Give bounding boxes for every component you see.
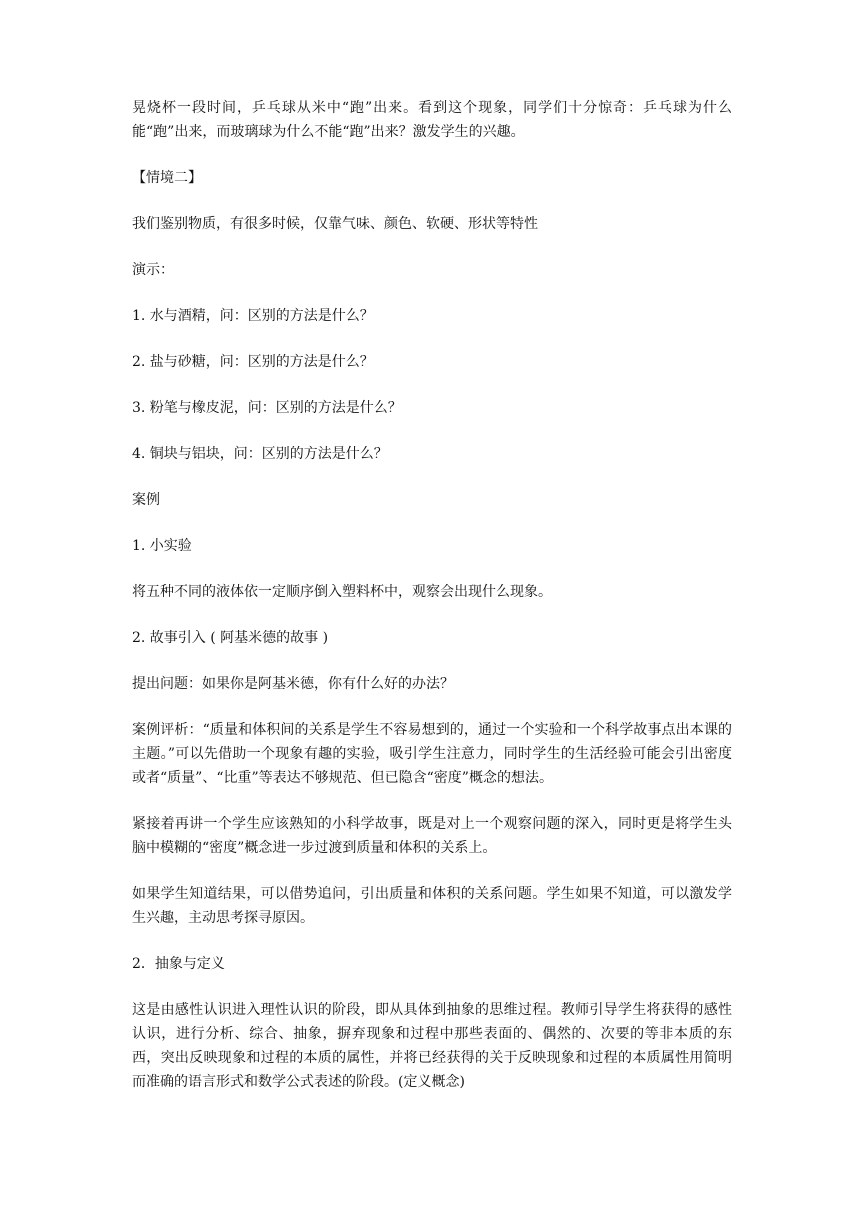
document-body: [132, 96, 732, 1094]
case-item-1-title: 1. 小实验: [132, 538, 192, 554]
case-item-2-question: 提出问题：如果你是阿基米德，你有什么好的办法？: [132, 676, 454, 692]
case-item-1-text: 将五种不同的液体依一定顺序倒入塑料杯中，观察会出现什么现象。: [132, 584, 552, 600]
demo-item-2: 2. 盐与砂糖，问：区别的方法是什么？: [132, 354, 374, 370]
demo-item-4: 4. 铜块与铝块，问：区别的方法是什么？: [132, 446, 388, 462]
case-heading: 案例: [132, 492, 160, 508]
student-knowledge-paragraph: 如果学生知道结果，可以借势追问，引出质量和体积的关系问题。学生如果不知道，可以激发学生兴趣，主动思考探寻原因。: [132, 886, 732, 926]
demo-item-3: 3. 粉笔与橡皮泥，问：区别的方法是什么？: [132, 400, 402, 416]
abstraction-paragraph: 这是由感性认识进入理性认识的阶段，即从具体到抽象的思维过程。教师引导学生将获得的感性认识，进行分析、综合、抽象，摒弃现象和过程中那些表面的、偶然的、次要的等非本质的东西，突出反映现象和过程的本质的属性，并将已经获得的关于反映现象和过程的本质属性用简明而准确的语言形式和数学公式表述的阶段。(定义概念): [132, 1002, 732, 1090]
case-analysis-paragraph: 案例评析：“质量和体积间的关系是学生不容易想到的，通过一个实验和一个科学故事点出本课的主题。”可以先借助一个现象有趣的实验，吸引学生注意力，同时学生的生活经验可能会引出密度或者“质量”、“比重”等表达不够规范、但已隐含“密度”概念的想法。: [132, 722, 732, 786]
followup-story-paragraph: 紧接着再讲一个学生应该熟知的小科学故事，既是对上一个观察问题的深入，同时更是将学生头脑中模糊的“密度”概念进一步过渡到质量和体积的关系上。: [132, 816, 732, 856]
case-item-2-title: 2. 故事引入 ( 阿基米德的故事 ): [132, 630, 329, 646]
paragraph-identify-substances: 我们鉴别物质，有很多时候，仅靠气味、颜色、软硬、形状等特性: [132, 216, 538, 232]
intro-paragraph: 晃烧杯一段时间，乒乓球从米中“跑”出来。看到这个现象，同学们十分惊奇：乒乓球为什么能“跑”出来，而玻璃球为什么不能“跑”出来？激发学生的兴趣。: [132, 100, 732, 140]
demo-label: 演示：: [132, 262, 174, 278]
section-heading-scenario-two: 【情境二】: [132, 170, 202, 186]
section-heading-abstraction: 2．抽象与定义: [132, 956, 225, 972]
demo-item-1: 1. 水与酒精，问：区别的方法是什么？: [132, 308, 374, 324]
